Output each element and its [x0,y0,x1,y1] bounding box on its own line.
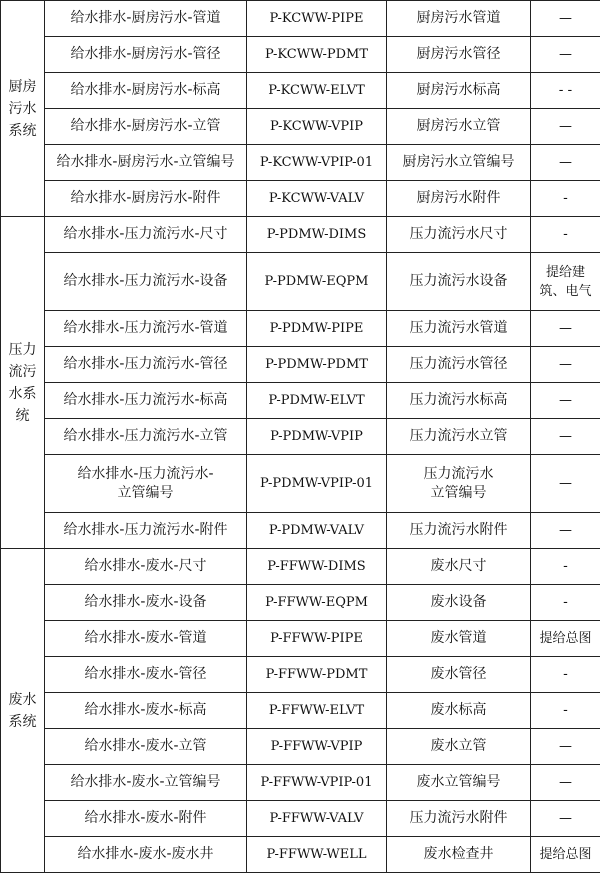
layer-note-cell [531,181,600,217]
group-cell [1,217,45,549]
layer-note-text: — [559,739,572,754]
layer-name-text: 给水排水-废水-管径 [84,666,207,682]
table-row [1,383,600,419]
layer-desc-text: 压力流污水附件 [409,810,508,826]
layer-name-text: 给水排水-厨房污水-附件 [70,190,221,206]
layer-name-text: 给水排水-废水-管道 [84,630,207,646]
layer-desc-cell [387,765,531,801]
layer-name-text: 给水排水-压力流污水- 立管编号 [77,465,214,501]
layer-code-text: P-FFWW-DIMS [267,559,366,574]
layer-name-text: 给水排水-压力流污水-管径 [63,356,228,372]
layer-name-cell [45,347,247,383]
layer-note-text: — [559,321,572,336]
layer-note-text: — [559,119,572,134]
layer-desc-cell [387,419,531,455]
group-cell [1,1,45,217]
layer-desc-text: 压力流污水设备 [409,273,508,289]
layer-name-text: 给水排水-厨房污水-标高 [70,82,221,98]
layer-desc-text: 压力流污水管道 [409,320,508,336]
layer-code-cell [247,801,387,837]
layer-desc-text: 厨房污水立管 [416,118,501,134]
layer-code-cell [247,73,387,109]
layer-note-cell [531,217,600,253]
table-row [1,657,600,693]
table-row [1,73,600,109]
layer-name-cell [45,311,247,347]
layer-desc-cell [387,549,531,585]
layer-note-cell [531,513,600,549]
layer-desc-text: 压力流污水立管 [409,428,508,444]
layer-name-cell [45,513,247,549]
layer-note-cell [531,585,600,621]
layer-desc-text: 厨房污水管径 [416,46,501,62]
table-row [1,621,600,657]
table-row [1,181,600,217]
layer-desc-text: 废水尺寸 [430,558,487,574]
layer-name-text: 给水排水-厨房污水-立管编号 [56,154,235,170]
layer-name-cell [45,729,247,765]
layer-note-cell [531,145,600,181]
layer-note-text: - [563,595,568,610]
layer-code-text: P-KCWW-PDMT [264,47,369,62]
layer-name-cell [45,585,247,621]
layer-note-cell [531,549,600,585]
layer-name-text: 给水排水-压力流污水-标高 [63,392,228,408]
layer-name-text: 给水排水-厨房污水-管道 [70,10,221,26]
layer-code-text: P-KCWW-VALV [268,191,365,206]
table-row [1,311,600,347]
layer-note-cell [531,765,600,801]
group-label: 厨房 污水 系统 [8,78,37,139]
layer-name-cell [45,549,247,585]
layer-desc-text: 废水管径 [430,666,487,682]
layer-name-cell [45,1,247,37]
layer-name-text: 给水排水-压力流污水-立管 [63,428,228,444]
layer-name-text: 给水排水-废水-尺寸 [84,558,207,574]
layer-name-cell [45,419,247,455]
layer-code-text: P-PDMW-PIPE [269,321,364,336]
layer-note-cell [531,73,600,109]
layer-desc-cell [387,455,531,513]
layer-desc-cell [387,513,531,549]
layer-code-cell [247,217,387,253]
layer-code-text: P-PDMW-VPIP-01 [259,476,373,491]
layer-name-cell [45,765,247,801]
layer-name-cell [45,37,247,73]
layer-code-cell [247,657,387,693]
layer-desc-cell [387,347,531,383]
layer-code-cell [247,419,387,455]
layer-code-text: P-FFWW-ELVT [268,703,365,718]
layer-code-text: P-FFWW-VALV [269,811,364,826]
layer-name-cell [45,253,247,311]
layer-note-cell [531,253,600,311]
layer-name-text: 给水排水-废水-标高 [84,702,207,718]
layer-code-text: P-PDMW-VALV [268,523,365,538]
table-row [1,347,600,383]
layer-name-text: 给水排水-压力流污水-尺寸 [63,226,228,242]
layer-code-cell [247,455,387,513]
layer-code-cell [247,347,387,383]
layer-note-cell [531,729,600,765]
layer-desc-text: 压力流污水 立管编号 [423,465,494,501]
layer-code-text: P-PDMW-EQPM [264,274,369,289]
layer-desc-cell [387,311,531,347]
layer-desc-cell [387,585,531,621]
layer-desc-text: 压力流污水附件 [409,522,508,538]
layer-code-text: P-KCWW-PIPE [269,11,364,26]
layer-note-text: — [559,811,572,826]
layer-name-cell [45,181,247,217]
layer-desc-text: 压力流污水管径 [409,356,508,372]
layer-desc-text: 废水立管编号 [416,774,501,790]
layer-desc-cell [387,109,531,145]
group-label: 压力 流污 水系 统 [8,341,37,424]
layer-desc-cell [387,383,531,419]
layer-desc-cell [387,73,531,109]
layer-note-text: - [563,703,568,718]
layer-desc-cell [387,253,531,311]
table-row [1,37,600,73]
layer-name-cell [45,73,247,109]
layer-name-text: 给水排水-压力流污水-管道 [63,320,228,336]
layer-desc-text: 压力流污水标高 [409,392,508,408]
table-row [1,455,600,513]
layer-note-text: — [559,523,572,538]
layer-note-text: — [559,47,572,62]
layer-desc-text: 厨房污水附件 [416,190,501,206]
layer-desc-cell [387,217,531,253]
layer-code-text: P-FFWW-PIPE [270,631,363,646]
layer-name-cell [45,455,247,513]
layer-code-cell [247,109,387,145]
layer-code-cell [247,693,387,729]
table-row [1,253,600,311]
layer-note-text: — [559,476,572,491]
layer-name-cell [45,383,247,419]
layer-name-text: 给水排水-废水-立管 [84,738,207,754]
layer-desc-text: 厨房污水管道 [416,10,501,26]
layer-note-text: - [563,667,568,682]
group-label: 废水 系统 [8,691,37,730]
layer-code-cell [247,253,387,311]
layer-code-text: P-KCWW-ELVT [268,83,365,98]
layer-note-text: 提给总图 [539,847,592,862]
layer-code-text: P-KCWW-VPIP-01 [259,155,374,170]
layer-desc-cell [387,145,531,181]
layer-name-cell [45,657,247,693]
table-row [1,729,600,765]
layer-note-cell [531,801,600,837]
layer-desc-cell [387,37,531,73]
layer-name-cell [45,801,247,837]
layer-note-cell [531,109,600,145]
layer-desc-cell [387,657,531,693]
layer-note-text: 提给建 筑、电气 [539,264,592,299]
layer-name-text: 给水排水-废水-设备 [84,594,207,610]
layer-desc-cell [387,1,531,37]
layer-table-body [1,1,600,873]
layer-name-text: 给水排水-压力流污水-设备 [63,273,228,289]
layer-code-cell [247,585,387,621]
table-row [1,109,600,145]
layer-note-text: - [563,227,568,242]
layer-code-cell [247,383,387,419]
layer-code-cell [247,311,387,347]
layer-note-text: — [559,775,572,790]
layer-name-text: 给水排水-废水-附件 [84,810,207,826]
layer-note-cell [531,657,600,693]
layer-code-cell [247,621,387,657]
layer-desc-text: 废水检查井 [423,846,494,862]
layer-code-text: P-FFWW-WELL [266,847,367,862]
layer-note-text: — [559,357,572,372]
layer-note-text: — [559,393,572,408]
layer-desc-text: 废水立管 [430,738,487,754]
layer-code-cell [247,145,387,181]
layer-code-cell [247,549,387,585]
layer-desc-cell [387,621,531,657]
layer-note-cell [531,455,600,513]
layer-code-text: P-PDMW-ELVT [268,393,365,408]
table-row [1,513,600,549]
layer-note-cell [531,621,600,657]
table-row [1,837,600,873]
layer-note-cell [531,311,600,347]
layer-code-cell [247,1,387,37]
layer-desc-cell [387,693,531,729]
layer-code-text: P-FFWW-PDMT [265,667,368,682]
table-row [1,693,600,729]
layer-desc-cell [387,837,531,873]
group-cell [1,549,45,873]
table-row [1,145,600,181]
layer-code-cell [247,181,387,217]
layer-code-cell [247,765,387,801]
layer-desc-cell [387,181,531,217]
layer-name-text: 给水排水-废水-废水井 [77,846,214,862]
layer-note-cell [531,347,600,383]
layer-desc-text: 压力流污水尺寸 [409,226,508,242]
layer-note-cell [531,383,600,419]
layer-note-text: 提给总图 [539,631,592,646]
layer-name-cell [45,109,247,145]
table-row [1,419,600,455]
layer-code-text: P-PDMW-DIMS [266,227,367,242]
table-row [1,801,600,837]
layer-note-text: - - [558,83,573,98]
layer-note-cell [531,837,600,873]
layer-note-text: — [559,155,572,170]
layer-name-cell [45,693,247,729]
layer-desc-text: 废水标高 [430,702,487,718]
table-row [1,585,600,621]
layer-code-text: P-FFWW-VPIP [270,739,363,754]
table-row [1,217,600,253]
layer-desc-cell [387,729,531,765]
layer-code-text: P-PDMW-PDMT [265,357,368,372]
layer-code-cell [247,837,387,873]
layer-note-cell [531,693,600,729]
layer-name-cell [45,837,247,873]
table-row [1,765,600,801]
layer-code-text: P-PDMW-VPIP [270,429,363,444]
layer-code-text: P-KCWW-VPIP [270,119,363,134]
table-row [1,549,600,585]
layer-desc-text: 废水管道 [430,630,487,646]
layer-name-text: 给水排水-废水-立管编号 [70,774,221,790]
layer-name-text: 给水排水-厨房污水-管径 [70,46,221,62]
layer-name-cell [45,217,247,253]
layer-note-text: — [559,429,572,444]
layer-note-text: - [563,559,568,574]
layer-note-cell [531,1,600,37]
layer-name-cell [45,621,247,657]
layer-name-text: 给水排水-厨房污水-立管 [70,118,221,134]
layer-code-cell [247,37,387,73]
layer-note-cell [531,37,600,73]
layer-desc-text: 厨房污水立管编号 [402,154,515,170]
layer-name-cell [45,145,247,181]
layer-name-text: 给水排水-压力流污水-附件 [63,522,228,538]
layer-note-text: - [563,191,568,206]
layer-code-cell [247,729,387,765]
layer-note-cell [531,419,600,455]
layer-desc-cell [387,801,531,837]
layer-code-text: P-FFWW-EQPM [265,595,368,610]
layer-desc-text: 厨房污水标高 [416,82,501,98]
layer-note-text: — [559,11,572,26]
layer-code-cell [247,513,387,549]
layer-desc-text: 废水设备 [430,594,487,610]
layer-code-text: P-FFWW-VPIP-01 [260,775,373,790]
table-row [1,1,600,37]
